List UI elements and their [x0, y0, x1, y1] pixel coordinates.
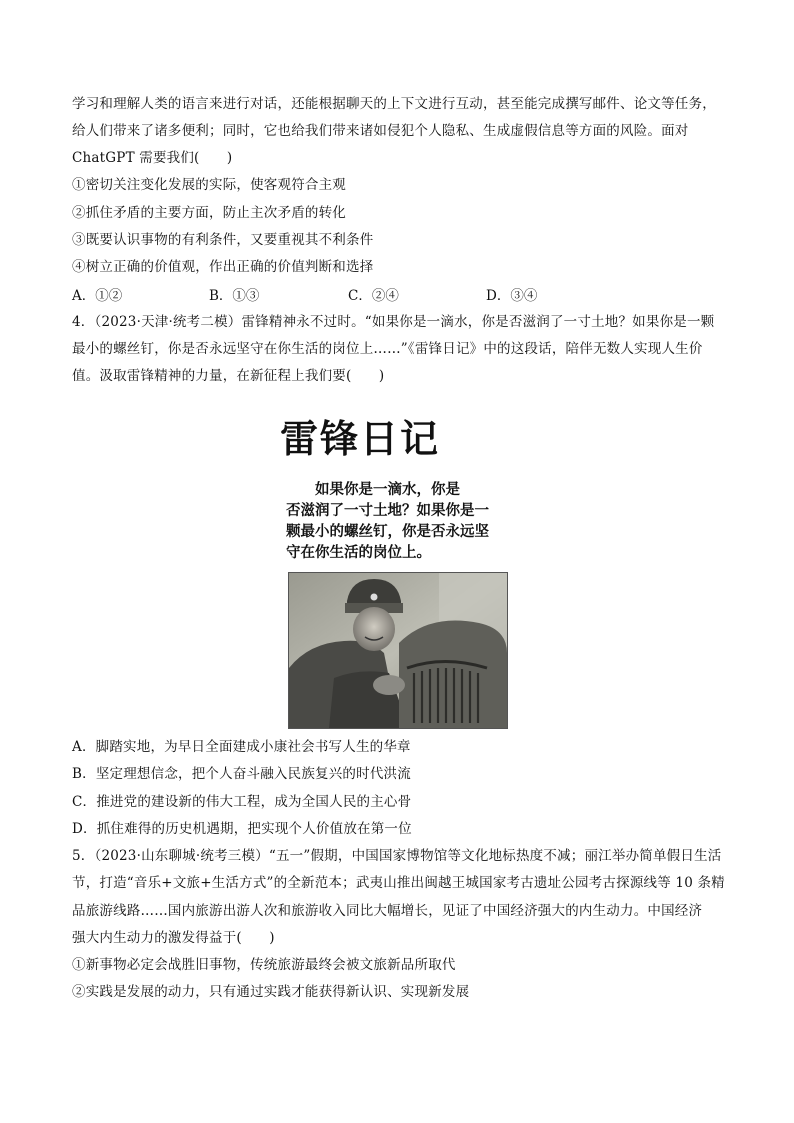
q5-statement-2: ②实践是发展的动力，只有通过实践才能获得新认识、实现新发展	[72, 984, 470, 1000]
q3-stem-line-3: ChatGPT 需要我们( )	[72, 150, 233, 166]
figure-title: 雷锋日记	[279, 417, 440, 461]
q3-option-b[interactable]: B．①③	[209, 288, 260, 304]
q5-stem-line-1: 5．（2023·山东聊城·统考三模）“五一”假期，中国国家博物馆等文化地标热度不减；丽江举办简单假日生活	[72, 848, 722, 864]
q3-statement-2: ②抓住矛盾的主要方面，防止主次矛盾的转化	[72, 205, 346, 221]
q4-stem-line-3: 值。汲取雷锋精神的力量，在新征程上我们要( )	[72, 368, 385, 384]
q3-statement-1: ①密切关注变化发展的实际，使客观符合主观	[72, 177, 346, 193]
q5-stem-line-4: 强大内生动力的激发得益于( )	[72, 930, 275, 946]
q3-stem-line-2: 给人们带来了诸多便利；同时，它也给我们带来诸如侵犯个人隐私、生成虚假信息等方面的风险。面对	[72, 123, 689, 139]
q5-statement-1: ①新事物必定会战胜旧事物，传统旅游最终会被文旅新品所取代	[72, 957, 456, 973]
q3-option-d[interactable]: D．③④	[486, 288, 538, 304]
lei-feng-photo	[288, 572, 508, 729]
figure-quote	[286, 480, 526, 564]
q4-stem-line-2: 最小的螺丝钉，你是否永远坚守在你生活的岗位上……”《雷锋日记》中的这段话，陪伴无数人实现人生价	[72, 341, 703, 357]
q4-option-a[interactable]: A．脚踏实地，为早日全面建成小康社会书写人生的华章	[72, 739, 411, 755]
q4-option-b[interactable]: B．坚定理想信念，把个人奋斗融入民族复兴的时代洪流	[72, 766, 411, 782]
q3-statement-3: ③既要认识事物的有利条件，又要重视其不利条件	[72, 232, 374, 248]
q3-stem-line-1: 学习和理解人类的语言来进行对话，还能根据聊天的上下文进行互动，甚至能完成撰写邮件、论文等任务，	[72, 96, 716, 112]
quote-line-1: 如果你是一滴水，你是	[286, 482, 460, 498]
q3-statement-4: ④树立正确的价值观，作出正确的价值判断和选择	[72, 259, 374, 275]
q5-stem-line-2: 节，打造“音乐+文旅+生活方式”的全新范本；武夷山推出闽越王城国家考古遗址公园考古探源线等 10 条精	[72, 875, 725, 891]
quote-line-4: 守在你生活的岗位上。	[286, 545, 431, 561]
q4-stem-line-1: 4．（2023·天津·统考二模）雷锋精神永不过时。“如果你是一滴水，你是否滋润了一寸土地？如果你是一颗	[72, 314, 715, 330]
q3-options	[72, 284, 572, 304]
q5-stem-line-3: 品旅游线路……国内旅游出游人次和旅游收入同比大幅增长，见证了中国经济强大的内生动力。中国经济	[72, 903, 703, 919]
q4-option-c[interactable]: C．推进党的建设新的伟大工程，成为全国人民的主心骨	[72, 794, 412, 810]
q3-option-a[interactable]: A．①②	[72, 288, 123, 304]
quote-line-2: 否滋润了一寸土地？如果你是一	[286, 503, 489, 519]
quote-line-3: 颗最小的螺丝钉，你是否永远坚	[286, 524, 489, 540]
q3-option-c[interactable]: C．②④	[348, 288, 399, 304]
q4-option-d[interactable]: D．抓住难得的历史机遇期，把实现个人价值放在第一位	[72, 821, 412, 837]
